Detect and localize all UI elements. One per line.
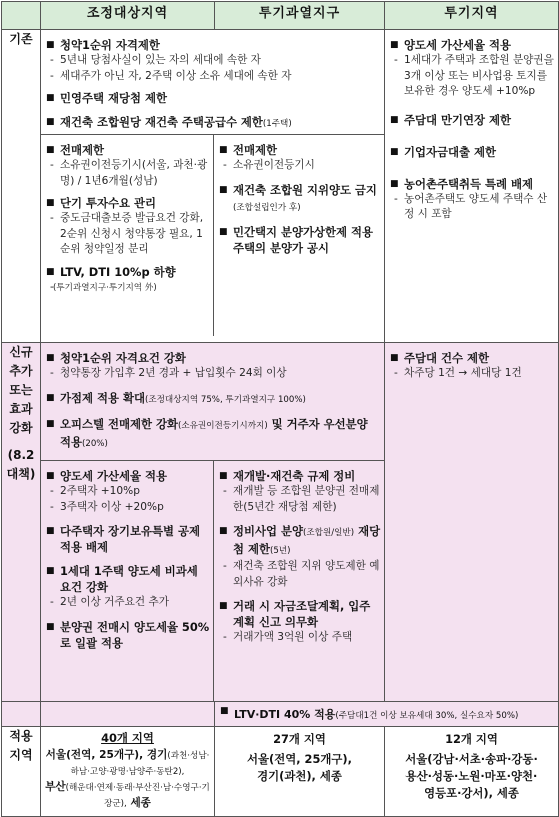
label-new-1: 신규 [9,345,33,359]
basic-lower-split [41,134,384,336]
basic-note-6: - (투기과열지구·투기지역 外) [41,280,213,297]
new-item-7: ■ 분양권 전매시 양도세율 50%로 일괄 적용 [41,619,213,651]
new-item-1: ■ 청약1순위 자격요건 강화 [41,350,384,366]
header-speculation-area: 투기지역 [385,2,559,30]
new-sub-4-2: - 3주택자 이상 +20%p [41,500,213,516]
new-item-6: ■ 1세대 1주택 양도세 비과세 요건 강화 [41,563,213,595]
new-row [2,343,559,702]
label-region-2: 지역 [9,748,33,762]
basic-item-1: ■ 청약1순위 자격제한 [41,37,384,53]
new-adj-bottom [41,461,214,701]
basic-item-4: ■ 전매제한 [41,142,213,158]
basic-sub-4-1: - 소유권이전등기시(서울, 과천·광명) / 1년6개월(성남) [41,158,213,189]
basic-adj-bottom [41,135,214,336]
new-sub-6-1: - 2년 이상 거주요건 추가 [41,595,213,611]
basic-inv-item-1: ■ 양도세 가산세율 적용 [385,37,558,53]
basic-item-5: ■ 단기 투자수요 관리 [41,195,213,211]
ltv-cell [215,702,559,727]
ltv-label-cell [2,702,41,727]
basic-sub-1-1: - 5년내 당첨사실이 있는 자의 세대에 속한 자 [41,53,384,69]
region-inv-line-3: 영등포·강서), 세종 [424,786,519,800]
basic-spec-item-1: ■ 전매제한 [214,142,384,158]
label-new-7: 대책) [6,467,36,481]
label-region-1: 적용 [9,729,33,743]
label-new-4: 효과 [9,402,33,416]
region-inv-line-2: 용산·성동·노원·마포·양천· [405,769,538,783]
region-inv [385,727,559,817]
region-adj-line-2: 부산(해운대·연제·동래·부산진·남·수영구·기장군), 세종 [45,781,210,809]
region-adj-body [41,727,214,816]
new-sub-4-1: - 2주택자 +10%p [41,484,213,500]
new-lower-split [41,460,384,701]
header-speculative-overheated: 투기과열지구 [215,2,385,30]
regulation-table [1,1,559,817]
basic-item-2: ■ 민영주택 재당첨 제한 [41,90,384,106]
basic-spec-item-2: ■ 재건축 조합원 지위양도 금지(조합설립인가 후) [214,182,384,216]
new-spec-sub-1-1: - 재개발 등 조합원 분양권 전매제한(5년간 재당첨 제한) [214,484,384,515]
new-inv-item-1: ■ 주담대 건수 제한 [385,350,558,366]
new-spec-sub-3-1: - 거래가액 3억원 이상 주택 [214,630,384,646]
region-spec [215,727,385,817]
basic-adj-spec-cell [41,30,385,343]
basic-spec-sub-1-1: - 소유권이전등기시 [214,158,384,174]
region-adj [41,727,215,817]
basic-item-3: ■ 재건축 조합원당 재건축 주택공급수 제한(1주택) [41,114,384,132]
new-sub-1-1: - 청약통장 가입후 2년 경과 + 납입횟수 24회 이상 [41,366,384,382]
basic-inv-item-2: ■ 주담대 만기연장 제한 [385,112,558,128]
basic-item-6: ■ LTV, DTI 10%p 하향 [41,264,213,280]
new-adj-top [41,343,384,460]
basic-inv-item-4: ■ 농어촌주택취득 특례 배제 [385,176,558,192]
ltv-empty-cell [41,702,215,727]
header-adjustment-area: 조정대상지역 [41,2,215,30]
region-inv-body [385,727,558,806]
basic-inv-sub-1-1: - 1세대가 주택과 조합원 분양권을 3개 이상 또는 비사업용 토지를 보유한 경우 양도세 +10%p [385,53,558,100]
new-inv-sub-1-1: - 차주당 1건 → 세대당 1건 [385,366,558,382]
label-basic: 기존 [2,30,41,343]
region-spec-line-1: 서울(전역, 25개구), [247,752,352,766]
new-spec-item-2: ■ 정비사업 분양(조합원/일반) 재당첨 제한(5년) [214,523,384,559]
new-spec-sub-2-1: - 재건축 조합원 지위 양도제한 예외사유 강화 [214,559,384,590]
region-spec-line-2: 경기(과천), 세종 [257,769,342,783]
region-adj-line-1: 서울(전역, 25개구), 경기(과천·성남·하남·고양·광명·남양주·동탄2), [45,749,210,777]
basic-sub-1-2: - 세대주가 아닌 자, 2주택 이상 소유 세대에 속한 자 [41,69,384,85]
ltv-item: ■ LTV·DTI 40% 적용(주담대1건 이상 보유세대 30%, 실수요자 50%) [215,702,558,724]
region-adj-count: 40개 지역 [101,731,154,745]
basic-inv-item-3: ■ 기업자금대출 제한 [385,144,558,160]
basic-adj-top [41,30,384,134]
new-item-3: ■ 오피스텔 전매제한 강화(소유권이전등기시까지) 및 거주자 우선분양 적용(20%) [41,416,384,452]
basic-spec-item-3: ■ 민간택지 분양가상한제 적용 주택의 분양가 공시 [214,224,384,256]
label-new-6: (8.2 [7,448,35,462]
new-spec [214,461,384,701]
region-row [2,727,559,817]
new-spec-item-3: ■ 거래 시 자금조달계획, 입주계획 신고 의무화 [214,598,384,630]
label-region [2,727,41,817]
region-spec-body [215,727,384,789]
basic-sub-5-1: - 중도금대출보증 발급요건 강화, 2순위 신청시 청약통장 필요, 1순위 청약일정 분리 [41,211,213,258]
new-adj-spec-cell [41,343,385,702]
label-new-3: 또는 [9,383,33,397]
new-spec-item-1: ■ 재개발·재건축 규제 정비 [214,468,384,484]
ltv-row [2,702,559,727]
region-inv-line-1: 서울(강남·서초·송파·강동· [405,752,538,766]
new-item-5: ■ 다주택자 장기보유특별 공제 적용 배제 [41,523,213,555]
basic-row [2,30,559,343]
region-inv-count: 12개 지역 [445,732,498,746]
corner-header [2,2,41,30]
basic-spec [214,135,384,336]
region-spec-count: 27개 지역 [273,732,326,746]
label-new [2,343,41,702]
new-item-2: ■ 가점제 적용 확대(조정대상지역 75%, 투기과열지구 100%) [41,390,384,408]
basic-inv-cell [385,30,559,343]
new-inv-cell [385,343,559,702]
basic-inv-sub-4-1: - 농어촌주택도 양도세 주택수 산정 시 포함 [385,192,558,223]
label-new-5: 강화 [9,421,33,435]
new-item-4: ■ 양도세 가산세율 적용 [41,468,213,484]
label-new-2: 추가 [9,364,33,378]
header-row [2,2,559,30]
